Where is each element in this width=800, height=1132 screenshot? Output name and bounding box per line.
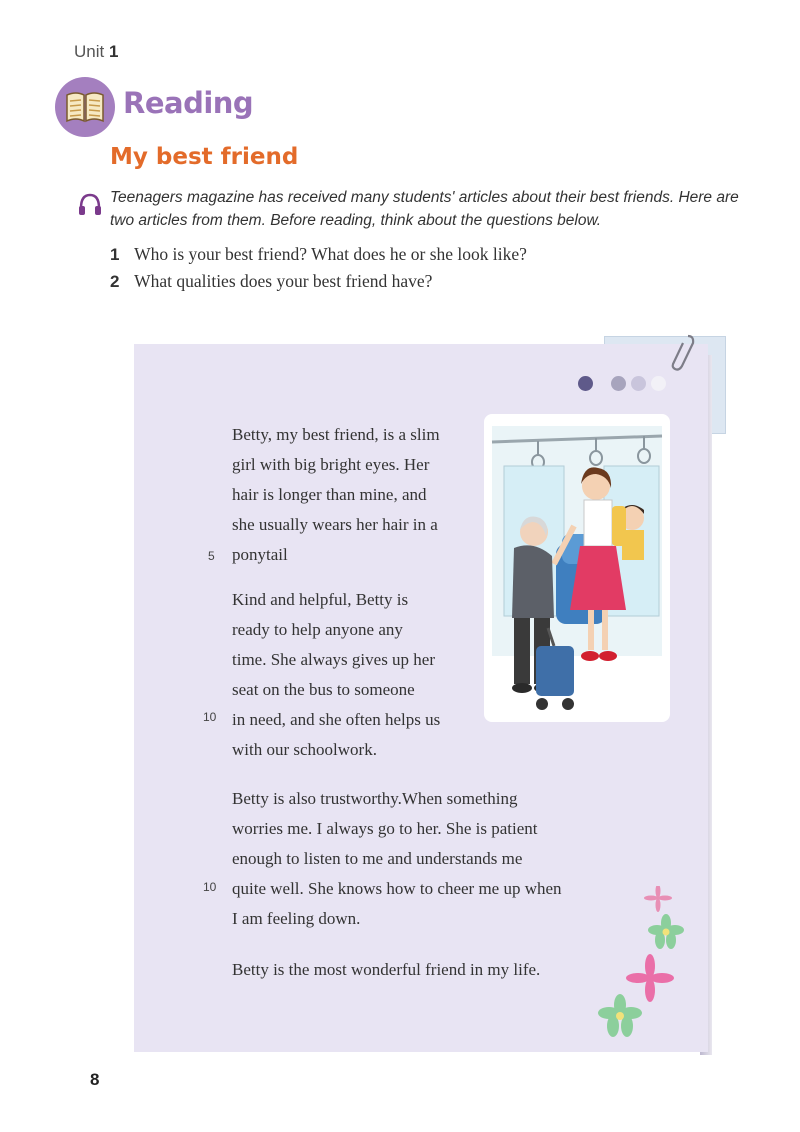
article-line: ponytail: [232, 545, 288, 564]
article-paragraph: [232, 585, 440, 765]
flower-icon: [592, 886, 692, 1046]
article-paragraph: [232, 955, 540, 985]
dot: [631, 376, 646, 391]
question-number: 2: [110, 272, 120, 291]
question-text: Who is your best friend? What does he or she look like?: [134, 244, 527, 264]
article-line: enough to listen to me and understands me: [232, 849, 523, 868]
bus-scene-illustration: [484, 414, 670, 722]
paperclip-icon: [668, 332, 698, 372]
article-line: hair is longer than mine, and: [232, 485, 427, 504]
unit-prefix: Unit: [74, 42, 105, 61]
intro-text: Teenagers magazine has received many students' articles about their best friends. Here are two articles from them. Before reading, think about the questions below.: [110, 189, 739, 229]
line-number: 5: [208, 549, 215, 563]
article-line: seat on the bus to someone: [232, 680, 415, 699]
article-line: quite well. She knows how to cheer me up when: [232, 879, 562, 898]
page-number: 8: [90, 1070, 100, 1089]
article-line: I am feeling down.: [232, 909, 361, 928]
article-line: Betty, my best friend, is a slim: [232, 425, 440, 444]
unit-number: 1: [108, 42, 119, 61]
question-item: [110, 271, 527, 298]
article-line: ready to help anyone any: [232, 620, 403, 639]
article-line: Betty is the most wonderful friend in my life.: [232, 960, 541, 979]
section-subtitle: My best friend: [110, 144, 299, 170]
article-line: in need, and she often helps us: [232, 710, 441, 729]
question-list: [110, 244, 527, 298]
article-line: time. She always gives up her: [232, 650, 436, 669]
dot: [578, 376, 593, 391]
question-item: [110, 244, 527, 271]
article-paragraph: [232, 784, 562, 934]
reading-badge: [55, 77, 115, 137]
article-paragraph: [232, 420, 440, 570]
line-number: 10: [203, 880, 217, 894]
article-line: worries me. I always go to her. She is patient: [232, 819, 538, 838]
dot: [651, 376, 666, 391]
dot: [611, 376, 626, 391]
line-number: 10: [203, 710, 217, 724]
article-line: with our schoolwork.: [232, 740, 377, 759]
book-icon: [65, 91, 105, 123]
illustration: [484, 414, 670, 722]
article-line: Kind and helpful, Betty is: [232, 590, 409, 609]
question-number: 1: [110, 245, 120, 264]
question-text: What qualities does your best friend have?: [134, 271, 433, 291]
article-line: Betty is also trustworthy.When something: [232, 789, 518, 808]
headphone-icon[interactable]: [77, 192, 103, 218]
article-line: girl with big bright eyes. Her: [232, 455, 430, 474]
section-title: Reading: [123, 86, 254, 120]
unit-label: [74, 42, 118, 62]
article-line: she usually wears her hair in a: [232, 515, 438, 534]
